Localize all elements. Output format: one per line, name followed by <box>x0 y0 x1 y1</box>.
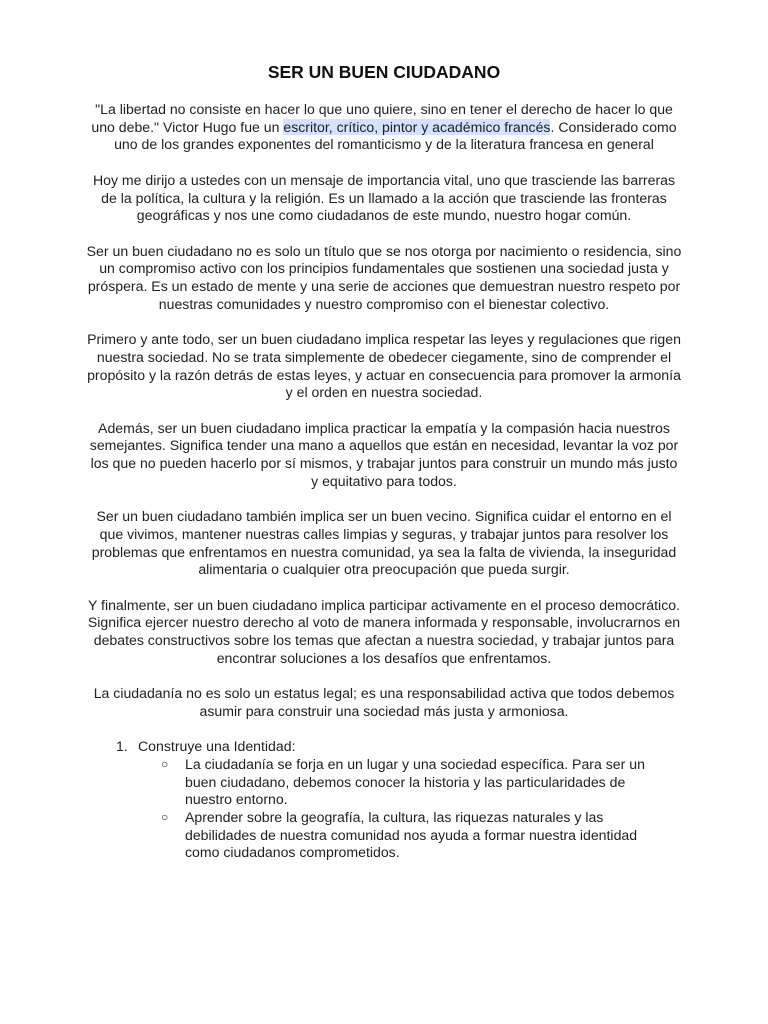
list-item-heading: Construye una Identidad: <box>138 738 296 755</box>
paragraph-definition: Ser un buen ciudadano no es solo un título que se nos otorga por nacimiento o residencia, sino un compromiso activo con los principios fundamentales que sostienen una sociedad justa y próspera. Es un estado de mente y una serie de acciones que demuestran nuestro respeto por nuestras comunidades y nuestro compromiso con el bienestar colectivo. <box>86 242 682 312</box>
bullet-item <box>138 756 682 809</box>
hollow-circle-bullet-icon: ○ <box>161 810 169 824</box>
document-title: SER UN BUEN CIUDADANO <box>267 62 501 82</box>
bullet-item <box>138 809 682 862</box>
intro-closing-text: . Considerado como uno de los grandes exponentes del romanticismo y de la literatura francesa en general <box>114 118 677 153</box>
hollow-circle-bullet-icon: ○ <box>161 756 169 771</box>
paragraph-laws: Primero y ante todo, ser un buen ciudadano implica respetar las leyes y regulaciones que rigen nuestra sociedad. No se trata simplemente de obedecer ciegamente, sino de comprender el propósito y la razón detrás de estas leyes, y actuar en consecuencia para promover la armonía y el orden en nuestra sociedad. <box>87 331 681 401</box>
highlighted-text: escritor, crítico, pintor y académico francés <box>283 118 551 135</box>
paragraph-introduction: Hoy me dirijo a ustedes con un mensaje de importancia vital, uno que trasciende las barreras de la política, la cultura y la religión. Es un llamado a la acción que trasciende las fronteras geográficas y nos une como ciudadanos de este mundo, nuestro hogar común. <box>92 171 676 224</box>
paragraph-citizenship: La ciudadanía no es solo un estatus legal; es una responsabilidad activa que todos debemos asumir para construir una sociedad más justa y armoniosa. <box>93 685 675 719</box>
numbered-list <box>86 738 682 862</box>
list-number: 1. <box>116 738 128 755</box>
document-body <box>86 101 682 862</box>
bullet-text: La ciudadanía se forja en un lugar y una sociedad específica. Para ser un buen ciudadano, debemos conocer la historia y las particularidades de nuestro entorno. <box>185 755 645 808</box>
intro-quote-text: "La libertad no consiste en hacer lo que uno quiere, sino en tener el derecho de hacer lo que uno debe." Victor Hugo fue un <box>91 101 673 135</box>
bullet-text: Aprender sobre la geografía, la cultura, las riquezas naturales y las debilidades de nuestra comunidad nos ayuda a formar nuestra identidad como ciudadanos comprometidos. <box>185 809 638 861</box>
paragraph-empathy: Además, ser un buen ciudadano implica practicar la empatía y la compasión hacia nuestros semejantes. Significa tender una mano a aquellos que están en necesidad, levantar la voz por los que no pueden hacerlo por sí mismos, y trabajar juntos para construir un mundo más justo y equitativo para todos. <box>89 419 679 489</box>
list-item <box>86 738 682 862</box>
paragraph-democracy: Y finalmente, ser un buen ciudadano implica participar activamente en el proceso democrático. Significa ejercer nuestro derecho al voto de manera informada y responsable, involucrarnos en debates constructivos sobre los temas que afectan a nuestra sociedad, y trabajar juntos para encontrar soluciones a los desafíos que enfrentamos. <box>87 596 681 666</box>
intro-paragraph <box>86 101 682 154</box>
paragraph-neighbor: Ser un buen ciudadano también implica ser un buen vecino. Significa cuidar el entorno en el que vivimos, mantener nuestras calles limpias y seguras, y trabajar juntos para resolver los problemas que enfrentamos en nuestra comunidad, ya sea la falta de vivienda, la inseguridad alimentaria o cualquier otra preocupación que pueda surgir. <box>91 508 677 578</box>
bullet-list <box>138 756 682 862</box>
